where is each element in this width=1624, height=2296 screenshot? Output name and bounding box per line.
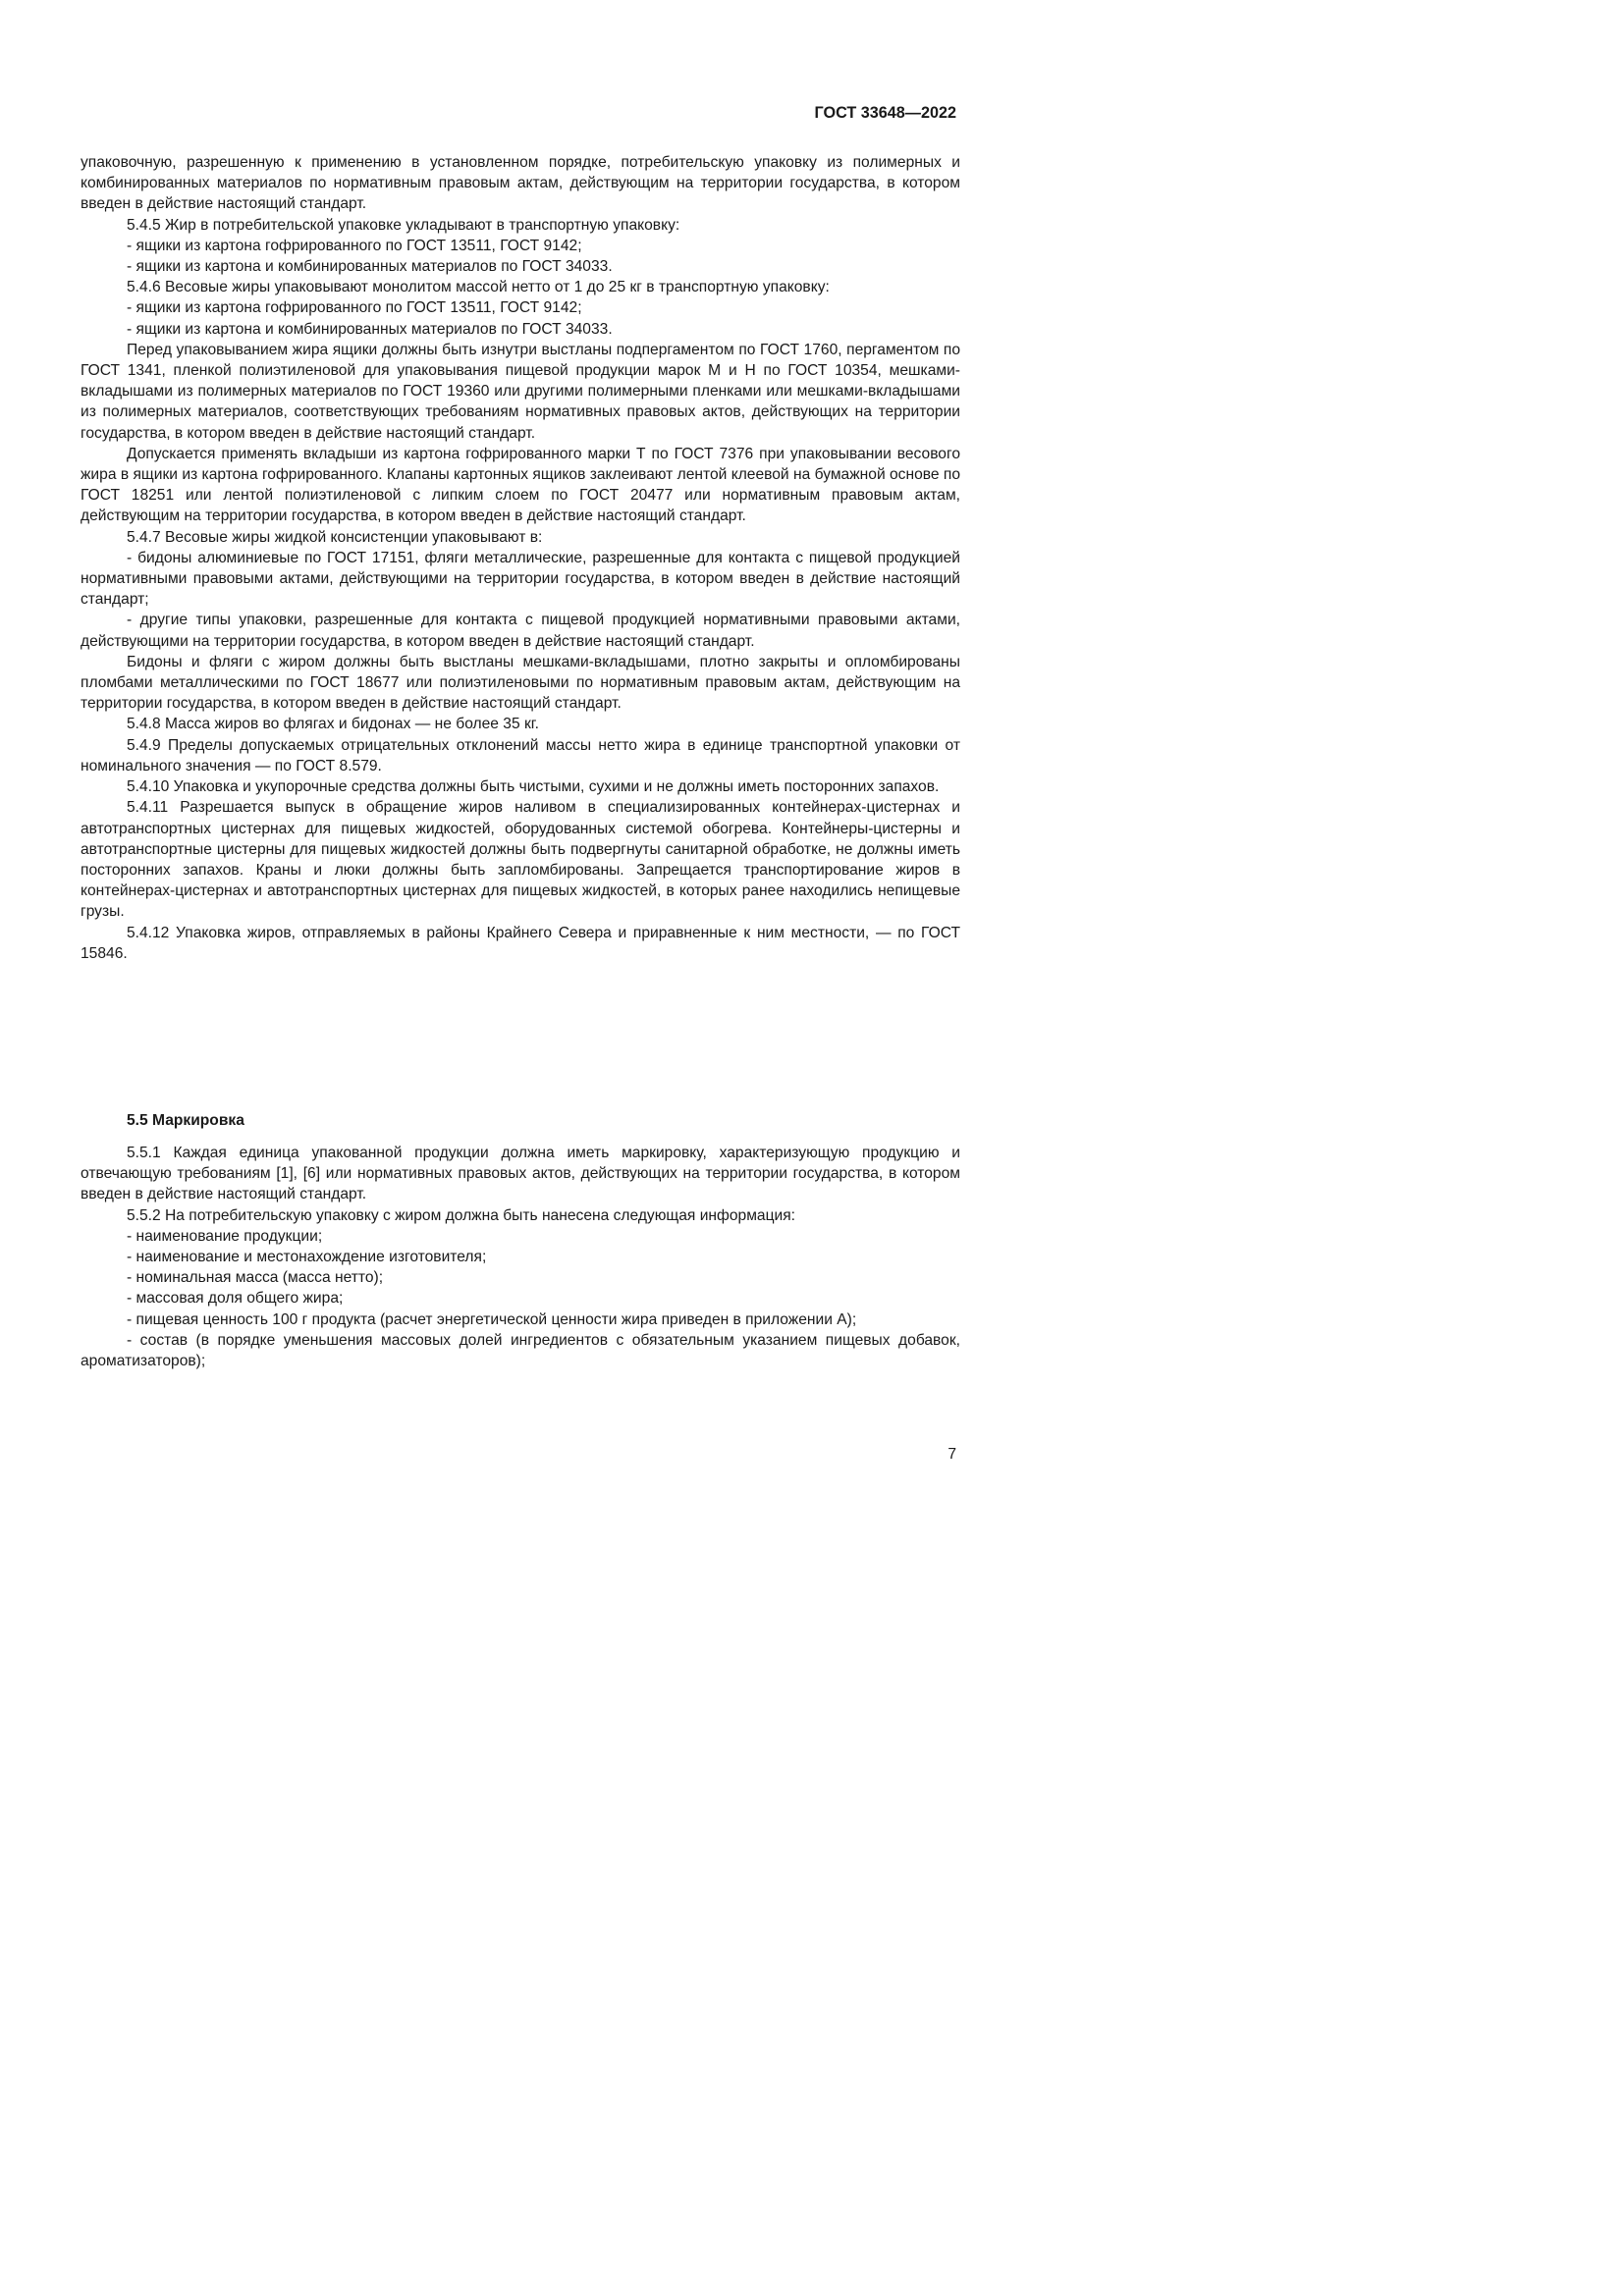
body-text-part1 xyxy=(81,152,960,964)
paragraph: Бидоны и фляги с жиром должны быть выстланы мешками-вкладышами, плотно закрыты и опломбированы пломбами металлическими по ГОСТ 18677 или полиэтиленовыми по нормативным правовым актам, действующим на территории государства, в котором введен в действие настоящий стандарт. xyxy=(81,653,960,713)
list-item: - ящики из картона гофрированного по ГОСТ 13511, ГОСТ 9142; xyxy=(127,237,582,254)
section-title: 5.5 Маркировка xyxy=(127,1112,244,1129)
list-item: - пищевая ценность 100 г продукта (расчет энергетической ценности жира приведен в приложении А); xyxy=(127,1310,857,1328)
list-item: - ящики из картона и комбинированных материалов по ГОСТ 34033. xyxy=(127,258,613,276)
list-item: - массовая доля общего жира; xyxy=(127,1290,344,1308)
list-item: - бидоны алюминиевые по ГОСТ 17151, фляги металлические, разрешенные для контакта с пищевой продукцией нормативными правовыми актами, действующими на территории государства, в котором введен в действие настоящий стандарт; xyxy=(81,549,960,609)
paragraph: Перед упаковыванием жира ящики должны быть изнутри выстланы подпергаментом по ГОСТ 1760, пергаментом по ГОСТ 1341, пленкой полиэтиленовой для упаковывания пищевой продукции марок М и Н по ГОСТ 10354, мешками-вкладышами из полимерных материалов по ГОСТ 19360 или другими полимерными пленками или мешками-вкладышами из полимерных материалов, соответствующих требованиям нормативных правовых актов, действующих на территории государства, в котором введен в действие настоящий стандарт. xyxy=(81,341,960,442)
paragraph: упаковочную, разрешенную к применению в установленном порядке, потребительскую упаковку из полимерных и комбинированных материалов по нормативным правовым актам, действующим на территории государства, в котором введен в действие настоящий стандарт. xyxy=(81,154,960,213)
paragraph: 5.4.11 Разрешается выпуск в обращение жиров наливом в специализированных контейнерах-цистернах и автотранспортных цистернах для пищевых жидкостей, оборудованных системой обогрева. Контейнеры-цистерны и автотранспортные цистерны для пищевых жидкостей должны быть подвергнуты санитарной обработке, не должны иметь посторонних запахов. Краны и люки должны быть запломбированы. Запрещается транспортирование жиров в контейнерах-цистернах и автотранспортных цистернах для пищевых жидкостей, в которых ранее находились непищевые грузы. xyxy=(81,799,960,921)
paragraph: 5.4.12 Упаковка жиров, отправляемых в районы Крайнего Севера и приравненные к ним местности, — по ГОСТ 15846. xyxy=(81,924,960,962)
paragraph: 5.4.10 Упаковка и укупорочные средства должны быть чистыми, сухими и не должны иметь посторонних запахов. xyxy=(127,778,940,796)
paragraph: 5.5.2 На потребительскую упаковку с жиром должна быть нанесена следующая информация: xyxy=(127,1206,796,1224)
paragraph: 5.4.7 Весовые жиры жидкой консистенции упаковывают в: xyxy=(127,528,543,546)
paragraph: 5.4.8 Масса жиров во флягах и бидонах — не более 35 кг. xyxy=(127,716,539,733)
document-page xyxy=(0,0,1085,1533)
document-code-header: ГОСТ 33648—2022 xyxy=(814,104,956,122)
paragraph: 5.5.1 Каждая единица упакованной продукции должна иметь маркировку, характеризующую продукцию и отвечающую требованиям [1], [6] или нормативных правовых актов, действующих на территории государства, в котором введен в действие настоящий стандарт. xyxy=(81,1145,960,1203)
paragraph: 5.4.9 Пределы допускаемых отрицательных отклонений массы нетто жира в единице транспортной упаковки от номинального значения — по ГОСТ 8.579. xyxy=(81,736,960,774)
paragraph: 5.4.5 Жир в потребительской упаковке укладывают в транспортную упаковку: xyxy=(127,216,680,234)
page-number: 7 xyxy=(947,1446,956,1463)
body-text-part2 xyxy=(81,1143,960,1371)
list-item: - ящики из картона гофрированного по ГОСТ 13511, ГОСТ 9142; xyxy=(127,299,582,317)
list-item: - номинальная масса (масса нетто); xyxy=(127,1269,384,1287)
paragraph: 5.4.6 Весовые жиры упаковывают монолитом массой нетто от 1 до 25 кг в транспортную упаковку: xyxy=(127,279,830,296)
list-item: - ящики из картона и комбинированных материалов по ГОСТ 34033. xyxy=(127,320,613,338)
list-item: - другие типы упаковки, разрешенные для контакта с пищевой продукцией нормативными правовыми актами, действующими на территории государства, в котором введен в действие настоящий стандарт. xyxy=(81,612,960,650)
paragraph: Допускается применять вкладыши из картона гофрированного марки Т по ГОСТ 7376 при упаковывании весового жира в ящики из картона гофрированного. Клапаны картонных ящиков заклеивают лентой клеевой на бумажной основе по ГОСТ 18251 или лентой полиэтиленовой с липким слоем по ГОСТ 20477 или нормативным правовым актам, действующим на территории государства, в котором введен в действие настоящий стандарт. xyxy=(81,445,960,525)
list-item: - наименование и местонахождение изготовителя; xyxy=(127,1249,487,1266)
list-item: - состав (в порядке уменьшения массовых долей ингредиентов с обязательным указанием пищевых добавок, ароматизаторов); xyxy=(81,1331,960,1370)
list-item: - наименование продукции; xyxy=(127,1227,323,1245)
